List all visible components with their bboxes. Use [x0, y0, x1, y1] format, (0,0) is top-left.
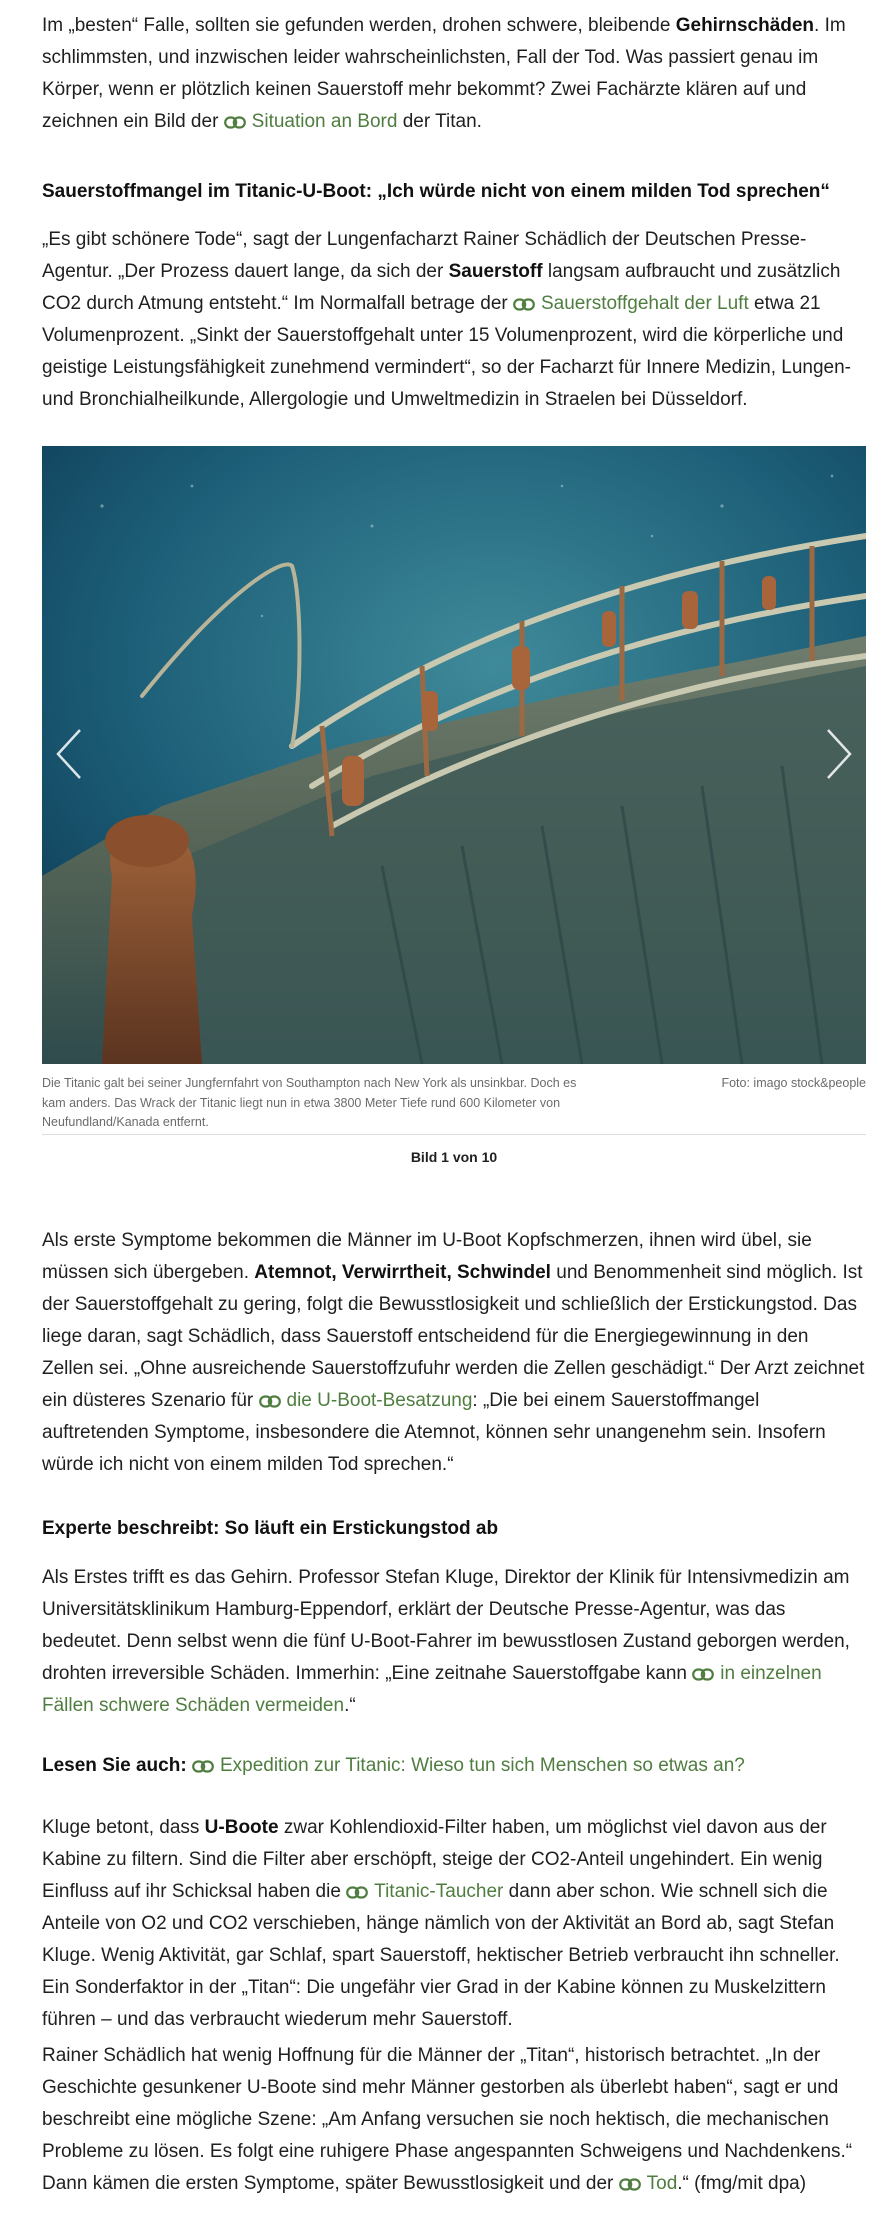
text: zwar Kohlendioxid-Filter haben, um möglichst viel davon aus der Kabine zu filtern. Sind die Filter aber erschöpft, steige der CO2-Anteil ungehindert. Ein wenig Einfluss auf ihr Schicksal haben die: [42, 1817, 827, 1902]
text: „Es gibt schönere Tode“, sagt der Lungenfacharzt Rainer Schädlich der Deutschen Presse-Agentur. „Der Prozess dauert lange, da sich der: [42, 229, 807, 282]
bold-text: Gehirnschäden: [675, 15, 815, 36]
link-text: Sauerstoffgehalt der Luft: [541, 293, 749, 314]
text: Kluge betont, dass: [42, 1817, 205, 1838]
bold-text: Sauerstoff: [448, 261, 543, 282]
text: Als erste Symptome bekommen die Männer im U-Boot Kopfschmerzen, ihnen wird übel, sie müssen sich übergeben.: [42, 1230, 812, 1283]
text: dann aber schon. Wie schnell sich die Anteile von O2 und CO2 verschieben, hänge nämlich von der Aktivität an Bord ab, sagt Stefan Kluge. Wenig Aktivität, gar Schlaf, spart Sauerstoff, hektischer Betrieb verbraucht ihn schneller. Ein Sonderfaktor in der „Titan“: Die ungefähr vier Grad in der Kabine können zu Muskelzittern führen – und das verbraucht wiederum mehr Sauerstoff.: [42, 1881, 840, 2030]
paragraph-5: [42, 1812, 865, 2036]
link-text: Titanic-Taucher: [374, 1881, 504, 1902]
link-text: Expedition zur Titanic: Wieso tun sich Menschen so etwas an?: [219, 1755, 745, 1776]
paragraph-2: [42, 224, 865, 416]
gallery-counter: Bild 1 von 10: [410, 1149, 498, 1165]
image-gallery: [42, 446, 866, 1165]
chain-link-icon: [259, 1395, 281, 1408]
gallery-next-button[interactable]: [818, 724, 858, 784]
gallery-caption-row: [42, 1064, 866, 1134]
paragraph-6: [42, 2040, 865, 2200]
paragraph-intro: [42, 10, 865, 138]
text: .“ (fmg/mit dpa): [677, 2173, 807, 2194]
bold-text: Atemnot, Verwirrtheit, Schwindel: [254, 1262, 551, 1283]
link-text: Situation an Bord: [251, 111, 398, 132]
image-credit: Foto: imago stock&people: [721, 1076, 866, 1090]
gallery-slide[interactable]: [42, 446, 866, 1064]
image-caption: Die Titanic galt bei seiner Jungfernfahrt von Southampton nach New York als unsinkbar. Doch es kam anders. Das Wrack der Titanic liegt nun in etwa 3800 Meter Tiefe rund 600 Kilometer von Neufundland/Kanada entfernt.: [42, 1076, 577, 1129]
inline-link-sauerstoffgehalt[interactable]: [513, 293, 749, 314]
read-also-link[interactable]: [192, 1755, 745, 1776]
read-also: [42, 1750, 865, 1782]
text: .“: [344, 1695, 356, 1716]
inline-link-taucher[interactable]: [346, 1881, 503, 1902]
text: Als Erstes trifft es das Gehirn. Professor Stefan Kluge, Direktor der Klinik für Intensivmedizin am Universitätsklinikum Hamburg-Eppendorf, erklärt der Deutsche Presse-Agentur, was das bedeutet. Denn selbst wenn die fünf U-Boot-Fahrer im bewusstlosen Zustand geborgen werden, drohten irreversible Schäden. Immerhin: „Eine zeitnahe Sauerstoffgabe kann: [42, 1567, 850, 1684]
subheading-1: [42, 178, 865, 206]
read-also-label: Lesen Sie auch:: [42, 1755, 187, 1776]
text: der Titan.: [397, 111, 482, 132]
chevron-left-icon: [50, 724, 90, 784]
chain-link-icon: [346, 1886, 368, 1899]
chain-link-icon: [224, 116, 246, 129]
paragraph-3: [42, 1225, 865, 1481]
inline-link-tod[interactable]: [619, 2173, 678, 2194]
text: etwa 21 Volumenprozent. „Sinkt der Sauerstoffgehalt unter 15 Volumenprozent, wird die körperliche und geistige Leistungsfähigkeit zunehmend vermindert“, so der Facharzt für Innere Medizin, Lungen- und Bronchialheilkunde, Allergologie und Umweltmedizin in Straelen bei Düsseldorf.: [42, 293, 851, 410]
subheading: Sauerstoffmangel im Titanic-U-Boot: „Ich würde nicht von einem milden Tod sprechen“: [42, 181, 830, 202]
text: Im „besten“ Falle, sollten sie gefunden werden, drohen schwere, bleibende: [42, 15, 676, 36]
text: . Im schlimmsten, und inzwischen leider wahrscheinlichsten, Fall der Tod. Was passiert genau im Körper, wenn er plötzlich keinen Sauerstoff mehr bekommt? Zwei Fachärzte klären auf und zeichnen ein Bild der: [42, 15, 846, 132]
text: und Benommenheit sind möglich. Ist der Sauerstoffgehalt zu gering, folgt die Bewusstlosigkeit und schließlich der Erstickungstod. Das liege daran, sagt Schädlich, dass Sauerstoff entscheidend für die Energiegewinnung in den Zellen sei. „Ohne ausreichende Sauerstoffzufuhr werden die Zellen geschädigt.“ Der Arzt zeichnet ein düsteres Szenario für: [42, 1262, 865, 1411]
paragraph-4: [42, 1562, 865, 1722]
subheading-2: [42, 1515, 865, 1543]
inline-link-situation[interactable]: [224, 111, 398, 132]
gallery-prev-button[interactable]: [50, 724, 90, 784]
titanic-wreck-photo: [42, 446, 866, 1064]
chain-link-icon: [692, 1668, 714, 1681]
inline-link-besatzung[interactable]: [259, 1390, 473, 1411]
text: langsam aufbraucht und zusätzlich CO2 durch Atmung entsteht.“ Im Normalfall betrage der: [42, 261, 841, 314]
chevron-right-icon: [818, 724, 858, 784]
text: : „Die bei einem Sauerstoffmangel auftretenden Symptome, insbesondere die Atemnot, können sehr unangenehm sein. Insofern würde ich nicht von einem milden Tod sprechen.“: [42, 1390, 826, 1475]
bold-text: U-Boote: [204, 1817, 279, 1838]
chain-link-icon: [192, 1760, 214, 1773]
divider: [42, 1134, 866, 1135]
chain-link-icon: [619, 2178, 641, 2191]
link-text: die U-Boot-Besatzung: [286, 1390, 473, 1411]
link-text: in einzelnen Fällen schwere Schäden vermeiden: [42, 1663, 822, 1716]
link-text: Tod: [646, 2173, 678, 2194]
chain-link-icon: [513, 298, 535, 311]
text: Rainer Schädlich hat wenig Hoffnung für die Männer der „Titan“, historisch betrachtet. „In der Geschichte gesunkener U-Boote sind mehr Männer gestorben als überlebt haben“, sagt er und beschreibt eine mögliche Szene: „Am Anfang versuchen sie noch hektisch, die mechanischen Probleme zu lösen. Es folgt eine ruhigere Phase angespannten Schweigens und Nachdenkens.“ Dann kämen die ersten Symptome, später Bewusstlosigkeit und der: [42, 2045, 853, 2194]
subheading: Experte beschreibt: So läuft ein Erstickungstod ab: [42, 1518, 499, 1539]
